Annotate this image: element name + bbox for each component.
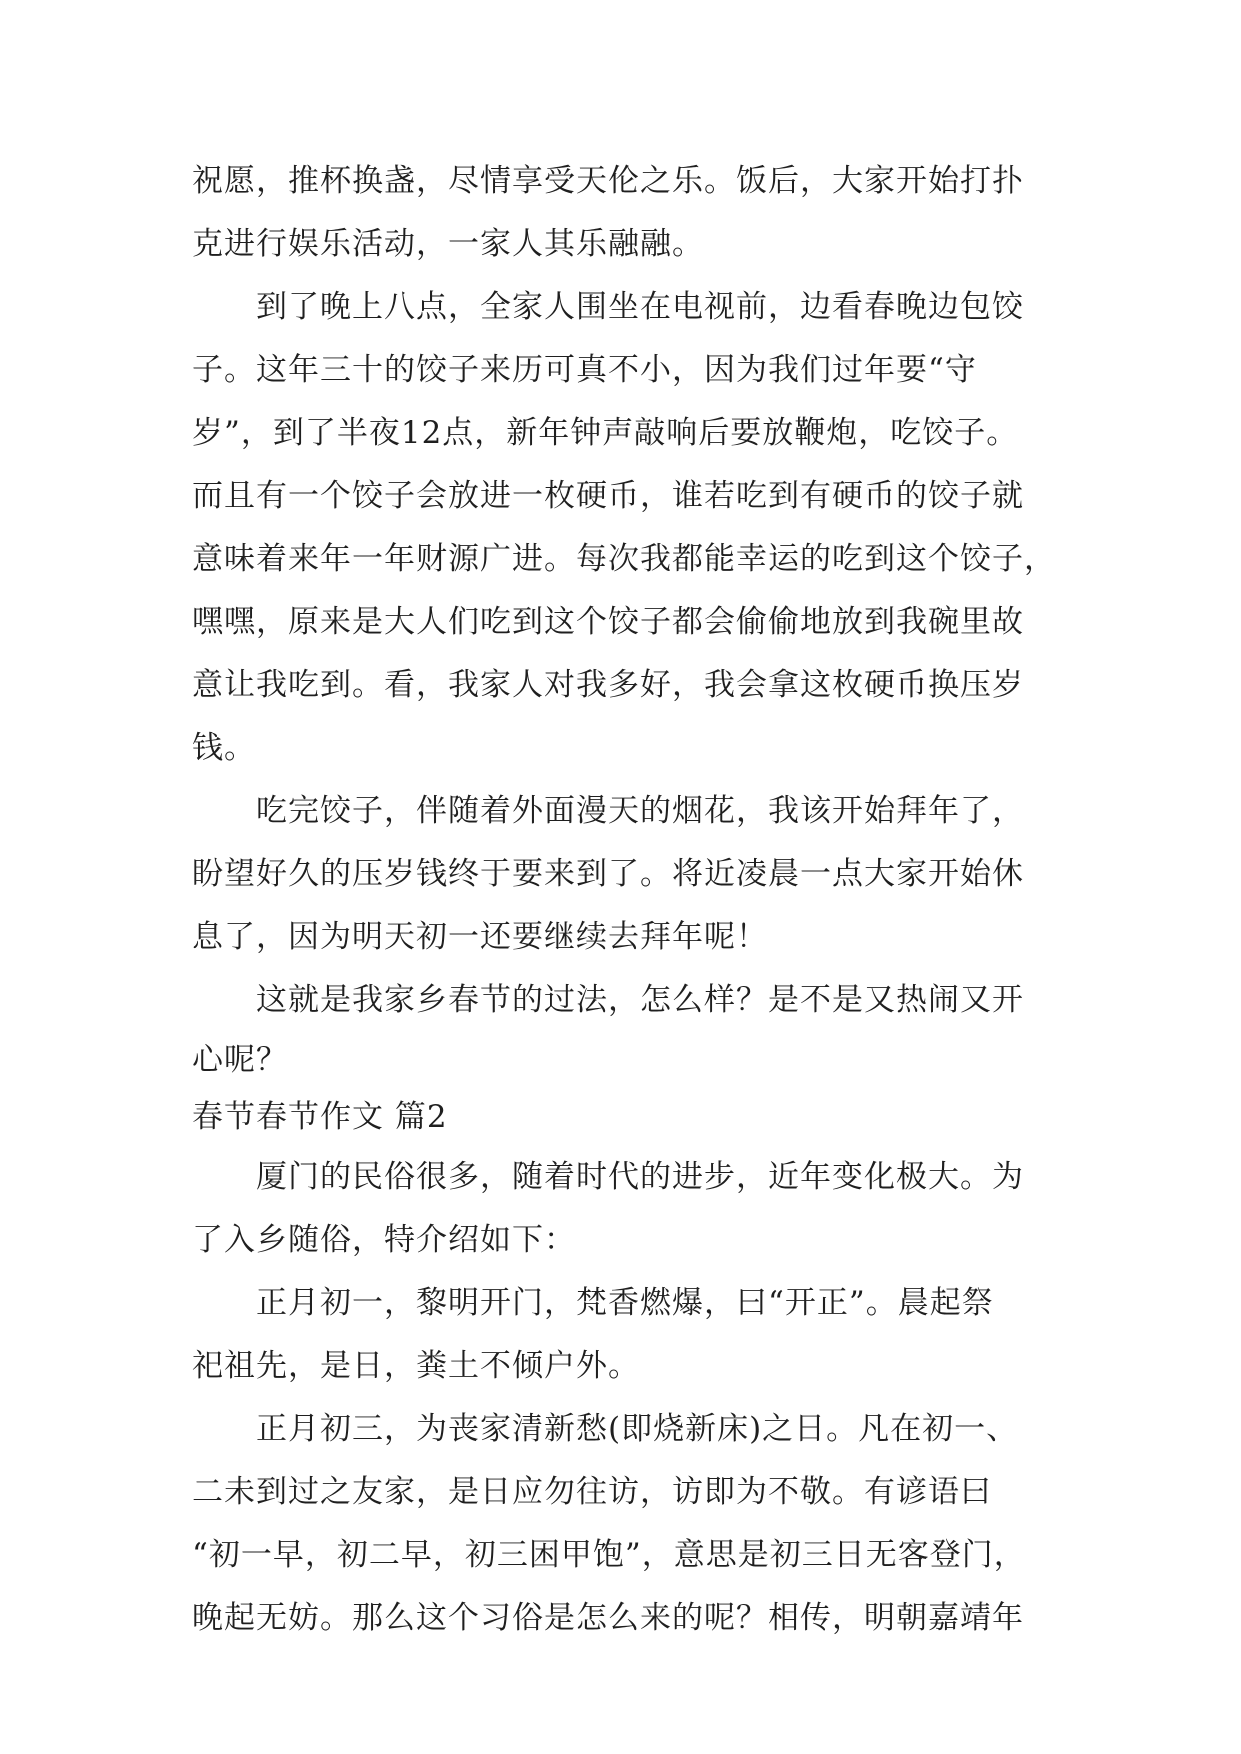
document-page: [192, 150, 1056, 1650]
text-line: 这就是我家乡春节的过法，怎么样？是不是又热闹又开: [256, 982, 1024, 1018]
paragraph: [192, 150, 1052, 276]
text-line: 意让我吃到。看，我家人对我多好，我会拿这枚硬币换压岁: [192, 667, 1024, 703]
text-line: 子。这年三十的饺子来历可真不小，因为我们过年要“守: [192, 352, 977, 388]
text-line: 到了晚上八点，全家人围坐在电视前，边看春晚边包饺: [256, 289, 1024, 325]
text-line: 钱。: [192, 730, 256, 766]
text-line: 二未到过之友家，是日应勿往访，访即为不敬。有谚语曰: [192, 1474, 992, 1510]
section-heading: 春节春节作文 篇2: [192, 1099, 448, 1135]
text-line: 祀祖先，是日，粪土不倾户外。: [192, 1348, 640, 1384]
paragraph: [192, 276, 1056, 780]
paragraph: [192, 1272, 1052, 1398]
text-line: 晚起无妨。那么这个习俗是怎么来的呢？相传，明朝嘉靖年: [192, 1600, 1024, 1636]
paragraph: [192, 1146, 1052, 1272]
paragraph: [192, 780, 1052, 969]
text-line: 正月初三，为丧家清新愁(即烧新床)之日。凡在初一、: [256, 1411, 1019, 1447]
text-line: 心呢？: [192, 1042, 288, 1078]
text-line: 意味着来年一年财源广进。每次我都能幸运的吃到这个饺子，: [192, 541, 1056, 577]
text-line: 克进行娱乐活动，一家人其乐融融。: [192, 226, 704, 262]
text-line: 厦门的民俗很多，随着时代的进步，近年变化极大。为: [256, 1159, 1024, 1195]
text-line: 而且有一个饺子会放进一枚硬币，谁若吃到有硬币的饺子就: [192, 478, 1024, 514]
paragraph: [192, 969, 1052, 1089]
text-line: 岁”，到了半夜12点，新年钟声敲响后要放鞭炮，吃饺子。: [192, 415, 1019, 451]
text-line: 祝愿，推杯换盏，尽情享受天伦之乐。饭后，大家开始打扑: [192, 163, 1024, 199]
text-line: 嘿嘿，原来是大人们吃到这个饺子都会偷偷地放到我碗里故: [192, 604, 1024, 640]
text-line: 息了，因为明天初一还要继续去拜年呢！: [192, 919, 768, 955]
text-line: 了入乡随俗，特介绍如下：: [192, 1222, 576, 1258]
text-line: 吃完饺子，伴随着外面漫天的烟花，我该开始拜年了，: [256, 793, 1024, 829]
paragraph: [192, 1398, 1052, 1650]
text-line: 正月初一，黎明开门，梵香燃爆，曰“开正”。晨起祭: [256, 1285, 994, 1321]
text-line: 盼望好久的压岁钱终于要来到了。将近凌晨一点大家开始休: [192, 856, 1024, 892]
text-line: “初一早，初二早，初三困甲饱”，意思是初三日无客登门，: [192, 1537, 1026, 1573]
